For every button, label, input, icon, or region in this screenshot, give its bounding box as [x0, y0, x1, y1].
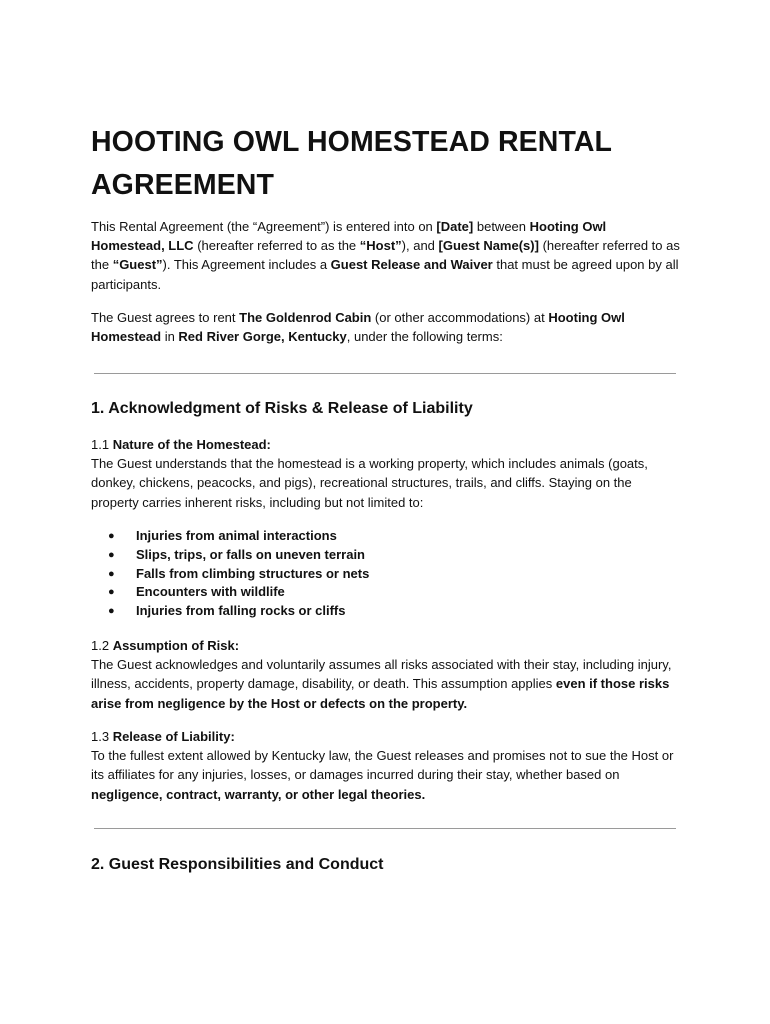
clause-number: 1.3 [91, 729, 113, 744]
waiver-term: Guest Release and Waiver [330, 257, 493, 273]
guest-names-placeholder: [Guest Name(s)] [438, 238, 539, 254]
clause-body: To the fullest extent allowed by Kentucky law, the Guest releases and promises not to sue the Host or its affiliates for any injuries, losses, or damages incurred during their stay, whether based on [91, 748, 674, 783]
list-item-text: Falls from climbing structures or nets [136, 565, 370, 581]
risk-list [108, 527, 369, 621]
section-2-heading: 2. Guest Responsibilities and Conduct [91, 856, 384, 873]
clause-1-1 [91, 435, 681, 512]
bullet-icon: ● [108, 548, 115, 561]
list-item [108, 546, 369, 565]
rent-text: in [161, 329, 179, 345]
clause-body: The Guest acknowledges and voluntarily assumes all risks associated with their stay, including injury, illness, accidents, property damage, disability, or death. This assumption applies [91, 657, 672, 692]
section-divider [94, 373, 676, 374]
date-placeholder: [Date] [436, 219, 474, 234]
clause-label: Nature of the Homestead: [112, 437, 271, 452]
clause-emphasis: negligence, contract, warranty, or other legal theories. [91, 786, 426, 802]
intro-text: ), and [401, 238, 439, 254]
clause-1-3 [91, 727, 681, 804]
document-title: HOOTING OWL HOMESTEAD RENTAL AGREEMENT [91, 126, 612, 201]
list-item-text: Injuries from animal interactions [136, 528, 337, 543]
cabin-name: The Goldenrod Cabin [239, 310, 372, 325]
bullet-icon: ● [108, 530, 115, 542]
clause-emphasis: even if those risks arise from negligence by the Host or defects on the property. [91, 676, 670, 711]
list-item [108, 583, 369, 602]
host-term: “Host” [359, 238, 402, 254]
section-divider [94, 828, 676, 829]
rent-text: (or other accommodations) at [371, 310, 549, 325]
rent-text: , under the following terms: [346, 329, 503, 345]
list-item [108, 527, 369, 546]
homestead-name: Hooting Owl Homestead [91, 310, 625, 345]
intro-text: ). This Agreement includes a [162, 257, 331, 273]
list-item-text: Slips, trips, or falls on uneven terrain [136, 546, 365, 562]
rent-paragraph [91, 308, 681, 346]
location-name: Red River Gorge, Kentucky [178, 329, 347, 345]
clause-number: 1.1 [91, 437, 113, 452]
list-item-text: Encounters with wildlife [136, 584, 285, 600]
intro-text: that must be agreed upon by all participants. [91, 257, 679, 292]
list-item [108, 565, 369, 584]
rent-text: The Guest agrees to rent [91, 310, 240, 325]
bullet-icon: ● [108, 567, 115, 580]
intro-text: between [473, 219, 530, 234]
clause-body: The Guest understands that the homestead is a working property, which includes animals (goats, donkey, chickens, peacocks, and pigs), recreational structures, trails, and cliffs. Staying on the property carries inherent risks, including but not limited to: [91, 456, 648, 510]
company-name: Hooting Owl Homestead, LLC [91, 219, 607, 254]
section-1-heading: 1. Acknowledgment of Risks & Release of Liability [91, 400, 473, 417]
clause-label: Release of Liability: [112, 729, 235, 744]
list-item [108, 602, 369, 621]
intro-text: (hereafter referred to as the [91, 238, 680, 273]
intro-paragraph [91, 217, 681, 294]
clause-label: Assumption of Risk: [112, 638, 240, 653]
clause-number: 1.2 [91, 638, 113, 653]
bullet-icon: ● [108, 605, 115, 618]
intro-text: This Rental Agreement (the “Agreement”) is entered into on [91, 219, 437, 234]
list-item-text: Injuries from falling rocks or cliffs [136, 603, 346, 619]
intro-text: (hereafter referred to as the [193, 238, 360, 254]
clause-1-2 [91, 636, 681, 713]
guest-term: “Guest” [112, 257, 163, 273]
bullet-icon: ● [108, 586, 115, 599]
